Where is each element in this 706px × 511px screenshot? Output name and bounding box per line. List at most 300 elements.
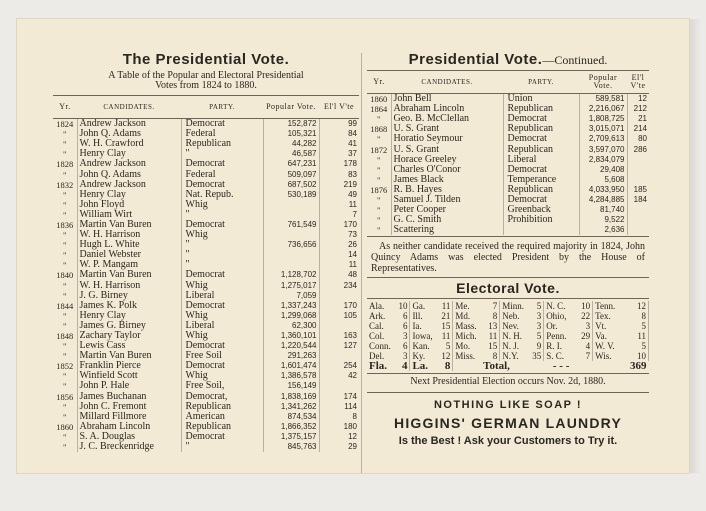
electoral-vote-cell — [627, 175, 649, 185]
state-votes: 15 — [438, 321, 453, 331]
candidate-cell: James Black — [391, 175, 503, 185]
popular-vote-cell: 2,216,067 — [579, 104, 627, 114]
electoral-row — [367, 331, 649, 341]
electoral-vote-cell: 26 — [319, 240, 359, 250]
electoral-vote-cell: 83 — [319, 169, 359, 179]
year-cell: " — [377, 164, 381, 175]
note-top-rule — [367, 236, 649, 237]
electoral-vote-cell: 41 — [319, 139, 359, 149]
party-cell: American — [181, 412, 263, 422]
column-divider — [361, 53, 362, 473]
right-title — [367, 51, 649, 68]
popular-vote-cell: 761,549 — [263, 220, 319, 230]
year-cell: 1860 — [56, 421, 74, 432]
popular-header: Popular Vote. — [263, 96, 319, 119]
popular-vote-cell: 530,189 — [263, 190, 319, 200]
state-abbrev: Tenn. — [595, 301, 616, 312]
electoral-vote-cell: 12 — [627, 94, 649, 105]
state-abbrev: Ill. — [412, 311, 423, 322]
candidate-cell: Henry Clay — [77, 311, 181, 321]
state-abbrev: N. J. — [502, 341, 520, 352]
year-cell: " — [63, 169, 67, 180]
year-cell: 1848 — [56, 331, 74, 342]
state-votes: 8 — [632, 311, 648, 321]
electoral-vote-cell: 21 — [627, 114, 649, 124]
state-abbrev: Ia. — [412, 321, 422, 332]
electoral-vote-cell: 105 — [319, 311, 359, 321]
popular-vote-cell: 44,282 — [263, 139, 319, 149]
year-cell: " — [63, 250, 67, 261]
year-cell: " — [377, 194, 381, 205]
popular-vote-cell: 7,059 — [263, 291, 319, 301]
popular-vote-cell: 4,033,950 — [579, 185, 627, 195]
state-votes: 7 — [578, 351, 593, 361]
table-row — [367, 165, 649, 175]
party-cell: Democrat — [503, 134, 579, 144]
state-abbrev: Kan. — [412, 341, 430, 352]
yr-header: Yr. — [367, 71, 391, 94]
state-abbrev: Minn. — [502, 301, 525, 312]
state-votes: 5 — [632, 321, 648, 331]
party-cell: " — [181, 250, 263, 260]
table-row — [53, 331, 359, 341]
candidate-cell: John C. Fremont — [77, 402, 181, 412]
candidate-cell: James G. Birney — [77, 321, 181, 331]
party-cell: Democrat — [181, 270, 263, 280]
candidate-cell: U. S. Grant — [391, 124, 503, 134]
state-votes: 7 — [485, 301, 500, 311]
state-abbrev: W. V. — [595, 341, 615, 352]
popular-vote-cell: 1,275,017 — [263, 281, 319, 291]
electoral-vote-cell — [627, 215, 649, 225]
popular-vote-cell: 3,597,070 — [579, 144, 627, 154]
state-votes: 8 — [485, 311, 500, 321]
table-row — [53, 250, 359, 260]
party-cell: Democrat — [503, 114, 579, 124]
party-cell: Whig — [181, 311, 263, 321]
electoral-vote-cell: 114 — [319, 402, 359, 412]
candidate-cell: J. C. Breckenridge — [77, 442, 181, 452]
candidate-cell: Henry Clay — [77, 149, 181, 159]
table-row — [367, 155, 649, 165]
state-abbrev: Col. — [369, 331, 385, 342]
year-cell: 1828 — [56, 159, 74, 170]
candidate-cell: James K. Polk — [77, 301, 181, 311]
table-row — [53, 291, 359, 301]
candidate-cell: W. P. Mangam — [77, 260, 181, 270]
electoral-vote-cell: 48 — [319, 270, 359, 280]
state-abbrev: Mass. — [455, 321, 477, 332]
party-cell: Free Soil, — [181, 381, 263, 391]
table-row — [53, 351, 359, 361]
popular-vote-cell: 62,300 — [263, 321, 319, 331]
party-header: PARTY. — [181, 96, 263, 119]
state-abbrev: Va. — [595, 331, 607, 342]
table-row — [367, 124, 649, 134]
candidate-cell: S. A. Douglas — [77, 432, 181, 442]
party-cell: Whig — [181, 331, 263, 341]
electoral-vote-cell — [627, 165, 649, 175]
total-value: 369 — [630, 361, 647, 372]
left-subtitle-line2: Votes from 1824 to 1880. — [155, 80, 257, 91]
party-header: PARTY. — [503, 71, 579, 94]
candidate-cell: Andrew Jackson — [77, 180, 181, 190]
party-cell: Democrat — [181, 159, 263, 169]
candidate-cell: Samuel J. Tilden — [391, 195, 503, 205]
state-votes: 3 — [530, 321, 544, 331]
candidates-header: CANDIDATES. — [77, 96, 181, 119]
state-votes: 10 — [395, 301, 410, 311]
state-abbrev: Ala. — [369, 301, 385, 312]
year-cell: " — [63, 280, 67, 291]
party-cell: Federal — [181, 129, 263, 139]
state-votes: 21 — [438, 311, 453, 321]
year-cell: " — [377, 174, 381, 185]
year-cell: " — [63, 310, 67, 321]
candidate-cell: W. H. Crawford — [77, 139, 181, 149]
electoral-vote-cell: 127 — [319, 341, 359, 351]
popular-vote-cell: 1,866,352 — [263, 422, 319, 432]
candidate-cell: Horatio Seymour — [391, 134, 503, 144]
electoral-vote-cell: 42 — [319, 371, 359, 381]
right-vote-table — [367, 70, 649, 235]
state-votes: 8 — [438, 361, 453, 371]
popular-vote-cell — [263, 230, 319, 240]
popular-vote-cell: 5,608 — [579, 175, 627, 185]
popular-vote-cell — [263, 250, 319, 260]
state-abbrev: Ark. — [369, 311, 386, 322]
electoral-vote-cell: 12 — [319, 432, 359, 442]
table-row — [53, 139, 359, 149]
party-cell: Liberal — [181, 321, 263, 331]
electoral-vote-cell — [319, 351, 359, 361]
electoral-vote-cell: 73 — [319, 230, 359, 240]
state-abbrev: N. H. — [502, 331, 523, 342]
table-row — [367, 215, 649, 225]
table-row — [53, 381, 359, 391]
ad-rule — [367, 392, 649, 393]
right-title-main: Presidential Vote. — [408, 51, 543, 68]
electoral-vote-cell: 37 — [319, 149, 359, 159]
candidate-cell: Martin Van Buren — [77, 270, 181, 280]
year-cell: 1852 — [56, 361, 74, 372]
state-abbrev: Wis. — [595, 351, 612, 362]
left-title: The Presidential Vote. — [122, 51, 290, 68]
year-cell: " — [63, 381, 67, 392]
candidate-cell: Winfield Scott — [77, 371, 181, 381]
state-votes: 11 — [438, 331, 453, 341]
state-votes: 29 — [578, 331, 593, 341]
year-cell: 1856 — [56, 391, 74, 402]
party-cell: Free Soil — [181, 351, 263, 361]
table-row — [53, 392, 359, 402]
table-row — [53, 321, 359, 331]
party-cell: Democrat, — [181, 392, 263, 402]
popular-vote-cell: 2,636 — [579, 225, 627, 235]
state-votes: 9 — [530, 341, 544, 351]
table-row — [53, 432, 359, 442]
state-votes: 3 — [395, 331, 410, 341]
popular-vote-cell: 589,581 — [579, 94, 627, 105]
state-votes: 3 — [530, 311, 544, 321]
candidates-header: CANDIDATES. — [391, 71, 503, 94]
table-row — [367, 94, 649, 105]
year-cell: " — [63, 442, 67, 453]
party-cell: Republican — [503, 185, 579, 195]
electoral-vote-cell: 286 — [627, 144, 649, 154]
ev-header: El'l V'te — [319, 96, 359, 119]
year-cell: " — [63, 411, 67, 422]
popular-vote-cell: 1,808,725 — [579, 114, 627, 124]
state-votes: 5 — [438, 341, 453, 351]
table-row — [53, 159, 359, 169]
state-votes: 35 — [530, 351, 544, 361]
trade-card — [17, 19, 689, 473]
right-header-row — [367, 71, 649, 94]
party-cell: Federal — [181, 169, 263, 179]
left-header-row — [53, 96, 359, 119]
table-row — [367, 134, 649, 144]
year-cell: 1864 — [370, 104, 388, 115]
table-row — [53, 129, 359, 139]
party-cell: Greenback — [503, 205, 579, 215]
year-cell: " — [63, 260, 67, 271]
electoral-vote-cell — [627, 205, 649, 215]
popular-vote-cell: 1,386,578 — [263, 371, 319, 381]
total-label: Total, — [483, 361, 510, 372]
electoral-vote-cell: 8 — [319, 412, 359, 422]
year-cell: 1832 — [56, 179, 74, 190]
party-cell: Liberal — [181, 291, 263, 301]
electoral-vote-cell: 99 — [319, 119, 359, 130]
state-abbrev: La. — [412, 361, 429, 372]
table-row — [53, 220, 359, 230]
electoral-row — [367, 341, 649, 351]
state-votes: 3 — [578, 321, 593, 331]
table-row — [53, 311, 359, 321]
table-row — [53, 240, 359, 250]
state-votes: 11 — [438, 301, 453, 311]
ad-tagline: Is the Best ! Ask your Customers to Try it. — [398, 435, 618, 448]
candidate-cell: Andrew Jackson — [77, 159, 181, 169]
candidate-cell: R. B. Hayes — [391, 185, 503, 195]
state-votes: 6 — [395, 311, 410, 321]
party-cell: Whig — [181, 371, 263, 381]
electoral-vote-cell: 49 — [319, 190, 359, 200]
candidate-cell: Hugh L. White — [77, 240, 181, 250]
year-cell: 1872 — [370, 144, 388, 155]
popular-vote-cell: 1,128,702 — [263, 270, 319, 280]
electoral-row — [367, 301, 649, 311]
state-abbrev: Iowa, — [412, 331, 433, 342]
candidate-cell: John Bell — [391, 94, 503, 105]
electoral-vote-cell — [319, 321, 359, 331]
electoral-vote-cell: 170 — [319, 301, 359, 311]
popular-vote-cell: 4,284,885 — [579, 195, 627, 205]
electoral-vote-cell: 180 — [319, 422, 359, 432]
candidate-cell: William Wirt — [77, 210, 181, 220]
year-cell: " — [63, 230, 67, 241]
table-row — [367, 144, 649, 154]
year-cell: " — [63, 139, 67, 150]
state-votes: 10 — [632, 351, 648, 361]
party-cell: Democrat — [181, 341, 263, 351]
state-abbrev: Ga. — [412, 301, 426, 312]
electoral-row — [367, 311, 649, 321]
year-cell: " — [377, 215, 381, 226]
electoral-vote-cell: 170 — [319, 220, 359, 230]
electoral-vote-cell — [627, 225, 649, 235]
popular-vote-cell: 845,763 — [263, 442, 319, 452]
party-cell: " — [181, 210, 263, 220]
state-abbrev: Ohio, — [546, 311, 567, 322]
year-cell: 1824 — [56, 119, 74, 130]
party-cell: Democrat — [181, 361, 263, 371]
candidate-cell: Franklin Pierce — [77, 361, 181, 371]
party-cell: Republican — [503, 104, 579, 114]
state-votes: 22 — [578, 311, 593, 321]
electoral-vote-cell: 11 — [319, 200, 359, 210]
state-votes: 13 — [485, 321, 500, 331]
table-row — [367, 185, 649, 195]
state-abbrev: Tex. — [595, 311, 611, 322]
electoral-top-rule — [367, 277, 649, 278]
party-cell: Democrat — [181, 301, 263, 311]
popular-vote-cell: 3,015,071 — [579, 124, 627, 134]
electoral-row — [367, 351, 649, 361]
state-votes: 12 — [438, 351, 453, 361]
electoral-vote-cell — [319, 291, 359, 301]
state-abbrev: Vt. — [595, 321, 607, 332]
left-subtitle-line1: A Table of the Popular and Electoral Presidential — [108, 70, 304, 81]
popular-vote-cell: 1,360,101 — [263, 331, 319, 341]
table-row — [367, 104, 649, 114]
state-votes: 3 — [395, 351, 410, 361]
electoral-vote-cell: 29 — [319, 442, 359, 452]
electoral-vote-cell: 178 — [319, 159, 359, 169]
party-cell: Republican — [181, 402, 263, 412]
party-cell: Democrat — [503, 195, 579, 205]
table-row — [53, 402, 359, 412]
candidate-cell: John Floyd — [77, 200, 181, 210]
popular-vote-cell: 736,656 — [263, 240, 319, 250]
party-cell — [503, 225, 579, 235]
popular-vote-cell: 1,375,157 — [263, 432, 319, 442]
electoral-vote-cell: 219 — [319, 180, 359, 190]
party-cell: Liberal — [503, 155, 579, 165]
state-votes: 11 — [485, 331, 500, 341]
popular-vote-cell: 9,522 — [579, 215, 627, 225]
table-row — [367, 225, 649, 235]
electoral-vote-cell: 7 — [319, 210, 359, 220]
state-abbrev: Neb. — [502, 311, 520, 322]
party-cell: Republican — [503, 124, 579, 134]
state-abbrev: Mich. — [455, 331, 477, 342]
year-cell: " — [377, 154, 381, 165]
popular-vote-cell: 509,097 — [263, 169, 319, 179]
election-note: As neither candidate received the required majority in 1824, John Quincy Adams was elected President by the House of Representatives. — [371, 241, 645, 275]
state-votes: 15 — [485, 341, 500, 351]
candidate-cell: Henry Clay — [77, 190, 181, 200]
state-votes: 11 — [632, 331, 648, 341]
table-row — [53, 341, 359, 351]
party-cell: Union — [503, 94, 579, 105]
party-cell: Republican — [503, 144, 579, 154]
popular-vote-cell: 291,263 — [263, 351, 319, 361]
year-cell: " — [63, 320, 67, 331]
party-cell: Whig — [181, 281, 263, 291]
left-column — [53, 19, 359, 452]
year-cell: " — [377, 114, 381, 125]
state-abbrev: Del. — [369, 351, 385, 362]
year-cell: " — [63, 371, 67, 382]
next-election-rule — [367, 373, 649, 374]
candidate-cell: W. H. Harrison — [77, 281, 181, 291]
candidate-cell: Martin Van Buren — [77, 351, 181, 361]
popular-vote-cell: 105,321 — [263, 129, 319, 139]
electoral-vote-cell: 11 — [319, 260, 359, 270]
year-cell: " — [63, 240, 67, 251]
popular-vote-cell: 2,709,613 — [579, 134, 627, 144]
state-abbrev: Fla. — [369, 361, 388, 372]
scan-edge-shadow — [689, 19, 701, 473]
candidate-cell: Abraham Lincoln — [391, 104, 503, 114]
party-cell: " — [181, 260, 263, 270]
popular-vote-cell: 1,601,474 — [263, 361, 319, 371]
party-cell: Temperance — [503, 175, 579, 185]
candidate-cell: Zachary Taylor — [77, 331, 181, 341]
table-row — [53, 371, 359, 381]
party-cell: Democrat — [503, 165, 579, 175]
state-votes: 4 — [578, 341, 593, 351]
party-cell: Democrat — [181, 432, 263, 442]
party-cell: Democrat — [181, 220, 263, 230]
popular-vote-cell: 1,341,262 — [263, 402, 319, 412]
total-dashes: - - - — [552, 361, 570, 372]
state-abbrev: Or. — [546, 321, 558, 332]
popular-vote-cell: 1,838,169 — [263, 392, 319, 402]
electoral-vote-cell: 174 — [319, 392, 359, 402]
popular-vote-cell — [263, 210, 319, 220]
table-row — [53, 361, 359, 371]
candidate-cell: Martin Van Buren — [77, 220, 181, 230]
candidate-cell: Daniel Webster — [77, 250, 181, 260]
state-votes: 6 — [395, 341, 410, 351]
popular-vote-cell: 647,231 — [263, 159, 319, 169]
year-cell: 1876 — [370, 184, 388, 195]
year-cell: " — [377, 225, 381, 236]
electoral-vote-cell: 212 — [627, 104, 649, 114]
candidate-cell: Geo. B. McClellan — [391, 114, 503, 124]
candidate-cell: Millard Fillmore — [77, 412, 181, 422]
state-abbrev: Conn. — [369, 341, 391, 352]
table-row — [53, 412, 359, 422]
party-cell: " — [181, 149, 263, 159]
electoral-row — [367, 361, 649, 371]
state-votes: 5 — [530, 301, 544, 311]
popular-vote-cell: 152,872 — [263, 119, 319, 130]
candidate-cell: J. G. Birney — [77, 291, 181, 301]
electoral-vote-cell: 14 — [319, 250, 359, 260]
table-row — [367, 205, 649, 215]
candidate-cell: John P. Hale — [77, 381, 181, 391]
year-cell: " — [63, 290, 67, 301]
popular-header: Popular Vote. — [579, 71, 627, 94]
party-cell: Democrat — [181, 119, 263, 130]
table-row — [53, 270, 359, 280]
state-abbrev: Cal. — [369, 321, 384, 332]
ad-headline: NOTHING LIKE SOAP ! — [433, 399, 583, 412]
